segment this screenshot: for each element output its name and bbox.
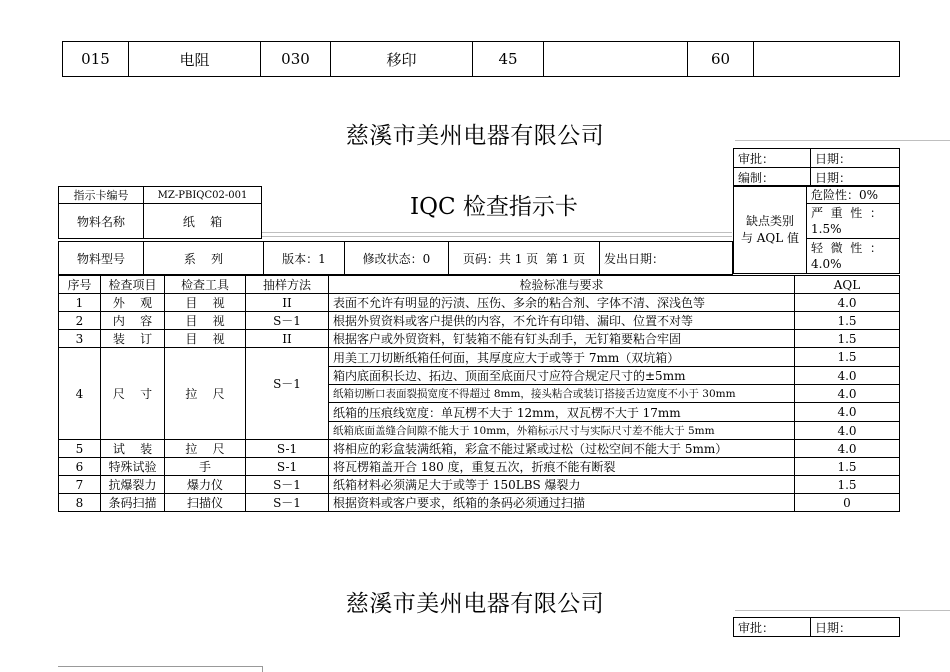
minor-aql [807,239,900,274]
material-model-label: 物料型号 [59,242,144,275]
divider-line [262,232,732,233]
row-standard: 箱内底面积长边、拓边、顶面至底面尺寸应符合规定尺寸的±5mm [329,367,795,385]
row-aql: 4.0 [795,367,900,385]
cell-code-2: 030 [261,42,331,77]
table-header-row [59,276,900,294]
row-tool: 爆力仪 [165,476,246,494]
minor-aql-label: 轻 微 性 ： [811,241,882,255]
card-no-value: MZ-PBIQC02-001 [144,187,262,204]
row-method: II [246,330,329,348]
col-tool: 检查工具 [165,276,246,294]
row-method: S-1 [246,440,329,458]
model-row [58,241,733,275]
row-aql: 4.0 [795,294,900,312]
table-row [59,348,900,367]
cell-empty-2 [754,42,900,77]
table-row [59,476,900,494]
cell-value-1: 45 [473,42,544,77]
major-aql-label: 严 重 性 ： [811,206,882,220]
row-standard: 将瓦楞箱盖开合 180 度，重复五次，折痕不能有断裂 [329,458,795,476]
row-method: S－1 [246,476,329,494]
minor-aql-value: 4.0% [811,257,842,271]
previous-table-row [62,41,900,77]
prepare-date: 日期： [811,168,900,187]
cell-code: 015 [63,42,129,77]
row-standard: 纸箱切断口表面裂损宽度不得超过 8mm，接头粘合或装订搭接舌边宽度不小于 30mm [329,385,795,403]
critical-aql: 危险性：0% [807,186,900,204]
second-approval-box [733,617,900,637]
material-name-value: 纸 箱 [144,204,262,239]
row-method: S－1 [246,348,329,440]
row-item: 条码扫描 [101,494,165,512]
row-no: 1 [59,294,101,312]
material-model-value: 系 列 [144,242,264,275]
row-method: S-1 [246,458,329,476]
major-aql [807,204,900,239]
row-standard: 根据外贸资料或客户提供的内容，不允许有印错、漏印、位置不对等 [329,312,795,330]
row-aql: 4.0 [795,385,900,403]
prepare-label: 编制： [734,168,811,187]
row-aql: 1.5 [795,330,900,348]
row-aql: 4.0 [795,422,900,440]
row-no: 6 [59,458,101,476]
col-no: 序号 [59,276,101,294]
table-row [59,440,900,458]
divider-line [735,610,950,611]
version: 版本：1 [264,242,345,275]
row-method: II [246,294,329,312]
row-tool: 扫描仪 [165,494,246,512]
row-no: 4 [59,348,101,440]
row-standard: 将相应的彩盒装满纸箱，彩盒不能过紧或过松（过松空间不能大于 5mm） [329,440,795,458]
row-tool: 拉 尺 [165,348,246,440]
row-item: 抗爆裂力 [101,476,165,494]
col-standard: 检验标准与要求 [329,276,795,294]
card-no-label: 指示卡编号 [59,187,144,204]
row-standard: 用美工刀切断纸箱任何面，其厚度应大于或等于 7mm（双坑箱） [329,348,795,367]
row-aql: 1.5 [795,312,900,330]
row-no: 5 [59,440,101,458]
row-item: 内 容 [101,312,165,330]
row-item: 尺 寸 [101,348,165,440]
second-company-name: 慈溪市美州电器有限公司 [345,591,605,617]
row-tool: 手 [165,458,246,476]
row-tool: 目 视 [165,312,246,330]
row-aql: 0 [795,494,900,512]
row-method: S－1 [246,312,329,330]
divider-line [262,666,263,672]
col-method: 抽样方法 [246,276,329,294]
review-date: 日期： [811,149,900,168]
row-aql: 1.5 [795,476,900,494]
row-aql: 1.5 [795,458,900,476]
row-aql: 4.0 [795,440,900,458]
second-review-label: 审批： [734,618,811,637]
issue-date: 发出日期： [600,242,733,275]
inspection-table [58,275,900,512]
row-item: 装 订 [101,330,165,348]
cell-empty-1 [544,42,688,77]
row-method: S－1 [246,494,329,512]
cell-process: 移印 [331,42,473,77]
row-standard: 根据资料或客户要求，纸箱的条码必须通过扫描 [329,494,795,512]
material-name-label: 物料名称 [59,204,144,239]
row-standard: 根据客户或外贸资料，钉装箱不能有钉头刮手，无钉箱要粘合牢固 [329,330,795,348]
table-row [59,294,900,312]
card-title: IQC 检查指示卡 [410,194,578,220]
col-item: 检查项目 [101,276,165,294]
row-item: 特殊试验 [101,458,165,476]
cell-value-2: 60 [688,42,754,77]
row-standard: 表面不允许有明显的污渍、压伤、多余的粘合剂、字体不清、深浅色等 [329,294,795,312]
row-item: 外 观 [101,294,165,312]
row-no: 8 [59,494,101,512]
defect-label: 缺点类别 与 AQL 值 [734,186,807,274]
revision: 修改状态：0 [345,242,449,275]
row-no: 3 [59,330,101,348]
header-left [58,186,262,239]
approval-box [733,148,900,187]
row-tool: 拉 尺 [165,440,246,458]
row-standard: 纸箱的压痕线宽度：单瓦楞不大于 12mm，双瓦楞不大于 17mm [329,403,795,422]
row-aql: 1.5 [795,348,900,367]
row-standard: 纸箱材料必须满足大于或等于 150LBS 爆裂力 [329,476,795,494]
company-name: 慈溪市美州电器有限公司 [345,123,605,149]
divider-line [735,140,950,141]
row-tool: 目 视 [165,330,246,348]
review-label: 审批： [734,149,811,168]
major-aql-value: 1.5% [811,222,842,236]
divider-line [262,236,732,237]
row-standard: 纸箱底面盖缝合间隙不能大于 10mm，外箱标示尺寸与实际尺寸差不能大于 5mm [329,422,795,440]
divider-line [58,666,262,667]
table-row [59,330,900,348]
pages: 页码：共 1 页 第 1 页 [449,242,600,275]
row-aql: 4.0 [795,403,900,422]
table-row [59,494,900,512]
row-no: 7 [59,476,101,494]
col-aql: AQL [795,276,900,294]
second-review-date: 日期： [811,618,900,637]
row-tool: 目 视 [165,294,246,312]
defect-block [733,185,900,274]
table-row [59,312,900,330]
cell-part: 电阻 [129,42,261,77]
row-item: 试 装 [101,440,165,458]
table-row [59,458,900,476]
row-no: 2 [59,312,101,330]
